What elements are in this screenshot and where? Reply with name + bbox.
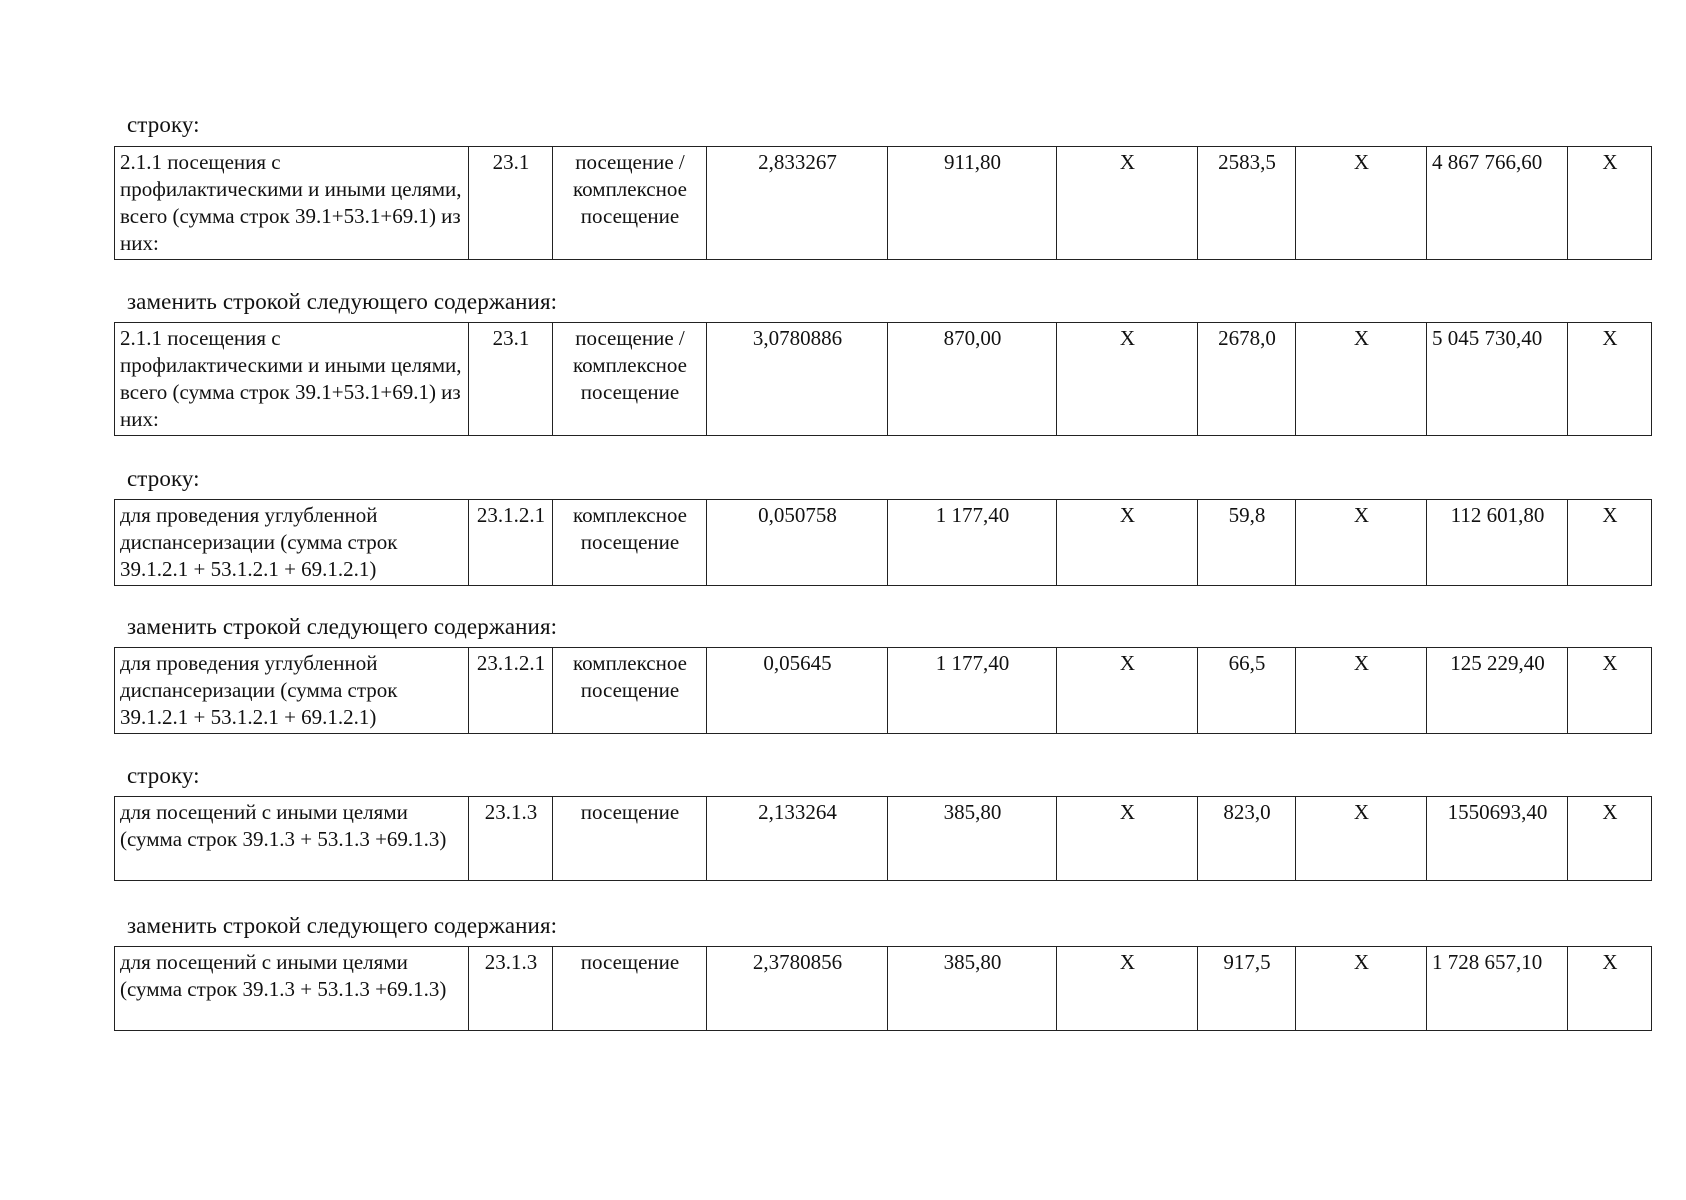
cell-norm: 3,0780886 (707, 323, 888, 436)
cell-code: 23.1.2.1 (469, 500, 553, 586)
cell-x: X (1568, 500, 1652, 586)
cell-norm: 0,05645 (707, 648, 888, 734)
cell-x: X (1057, 947, 1198, 1031)
cell-code: 23.1.3 (469, 797, 553, 881)
cell-x: X (1057, 797, 1198, 881)
cell-code: 23.1.2.1 (469, 648, 553, 734)
block-label: заменить строкой следующего содержания: (127, 289, 558, 314)
cell-cost: 385,80 (888, 797, 1057, 881)
cell-x: X (1296, 947, 1427, 1031)
cell-x: X (1296, 323, 1427, 436)
cell-total: 5 045 730,40 (1427, 323, 1568, 436)
cell-amount: 2678,0 (1198, 323, 1296, 436)
cell-code: 23.1 (469, 147, 553, 260)
table-row (114, 946, 1652, 1031)
cell-cost: 385,80 (888, 947, 1057, 1031)
cell-total: 1550693,40 (1427, 797, 1568, 881)
cell-amount: 59,8 (1198, 500, 1296, 586)
cell-unit: посещение (553, 947, 707, 1031)
cell-norm: 2,833267 (707, 147, 888, 260)
cell-unit: посещение (553, 797, 707, 881)
cell-unit: посещение / комплексное посещение (553, 323, 707, 436)
cell-cost: 911,80 (888, 147, 1057, 260)
table-row (114, 499, 1652, 586)
cell-code: 23.1 (469, 323, 553, 436)
cell-code: 23.1.3 (469, 947, 553, 1031)
cell-x: X (1057, 648, 1198, 734)
cell-amount: 917,5 (1198, 947, 1296, 1031)
cell-amount: 823,0 (1198, 797, 1296, 881)
cell-amount: 2583,5 (1198, 147, 1296, 260)
cell-total: 4 867 766,60 (1427, 147, 1568, 260)
table-row (114, 796, 1652, 881)
cell-norm: 2,3780856 (707, 947, 888, 1031)
table-row (114, 647, 1652, 734)
cell-x: X (1057, 500, 1198, 586)
cell-x: X (1296, 147, 1427, 260)
cell-x: X (1296, 648, 1427, 734)
cell-unit: посещение / комплексное посещение (553, 147, 707, 260)
block-label: заменить строкой следующего содержания: (127, 614, 558, 639)
cell-x: X (1057, 147, 1198, 260)
table-row (114, 146, 1652, 260)
cell-name: 2.1.1 посещения с профилактическими и иными целями, всего (сумма строк 39.1+53.1+69.1) из них: (115, 323, 469, 436)
cell-cost: 870,00 (888, 323, 1057, 436)
cell-total: 112 601,80 (1427, 500, 1568, 586)
cell-total: 125 229,40 (1427, 648, 1568, 734)
cell-x: X (1568, 797, 1652, 881)
cell-x: X (1057, 323, 1198, 436)
cell-amount: 66,5 (1198, 648, 1296, 734)
cell-unit: комплексное посещение (553, 648, 707, 734)
cell-cost: 1 177,40 (888, 500, 1057, 586)
cell-unit: комплексное посещение (553, 500, 707, 586)
cell-x: X (1296, 500, 1427, 586)
cell-name: 2.1.1 посещения с профилактическими и иными целями, всего (сумма строк 39.1+53.1+69.1) из них: (115, 147, 469, 260)
cell-name: для проведения углубленной диспансеризации (сумма строк 39.1.2.1 + 53.1.2.1 + 69.1.2.1) (115, 500, 469, 586)
cell-x: X (1296, 797, 1427, 881)
cell-x: X (1568, 947, 1652, 1031)
block-label: строку: (127, 763, 200, 788)
table-row (114, 322, 1652, 436)
block-label: заменить строкой следующего содержания: (127, 913, 558, 938)
cell-name: для посещений с иными целями (сумма строк 39.1.3 + 53.1.3 +69.1.3) (115, 797, 469, 881)
cell-x: X (1568, 648, 1652, 734)
cell-cost: 1 177,40 (888, 648, 1057, 734)
block-label: строку: (127, 112, 200, 137)
cell-norm: 0,050758 (707, 500, 888, 586)
cell-x: X (1568, 323, 1652, 436)
cell-name: для проведения углубленной диспансеризации (сумма строк 39.1.2.1 + 53.1.2.1 + 69.1.2.1) (115, 648, 469, 734)
cell-name: для посещений с иными целями (сумма строк 39.1.3 + 53.1.3 +69.1.3) (115, 947, 469, 1031)
cell-x: X (1568, 147, 1652, 260)
cell-total: 1 728 657,10 (1427, 947, 1568, 1031)
cell-norm: 2,133264 (707, 797, 888, 881)
block-label: строку: (127, 466, 200, 491)
